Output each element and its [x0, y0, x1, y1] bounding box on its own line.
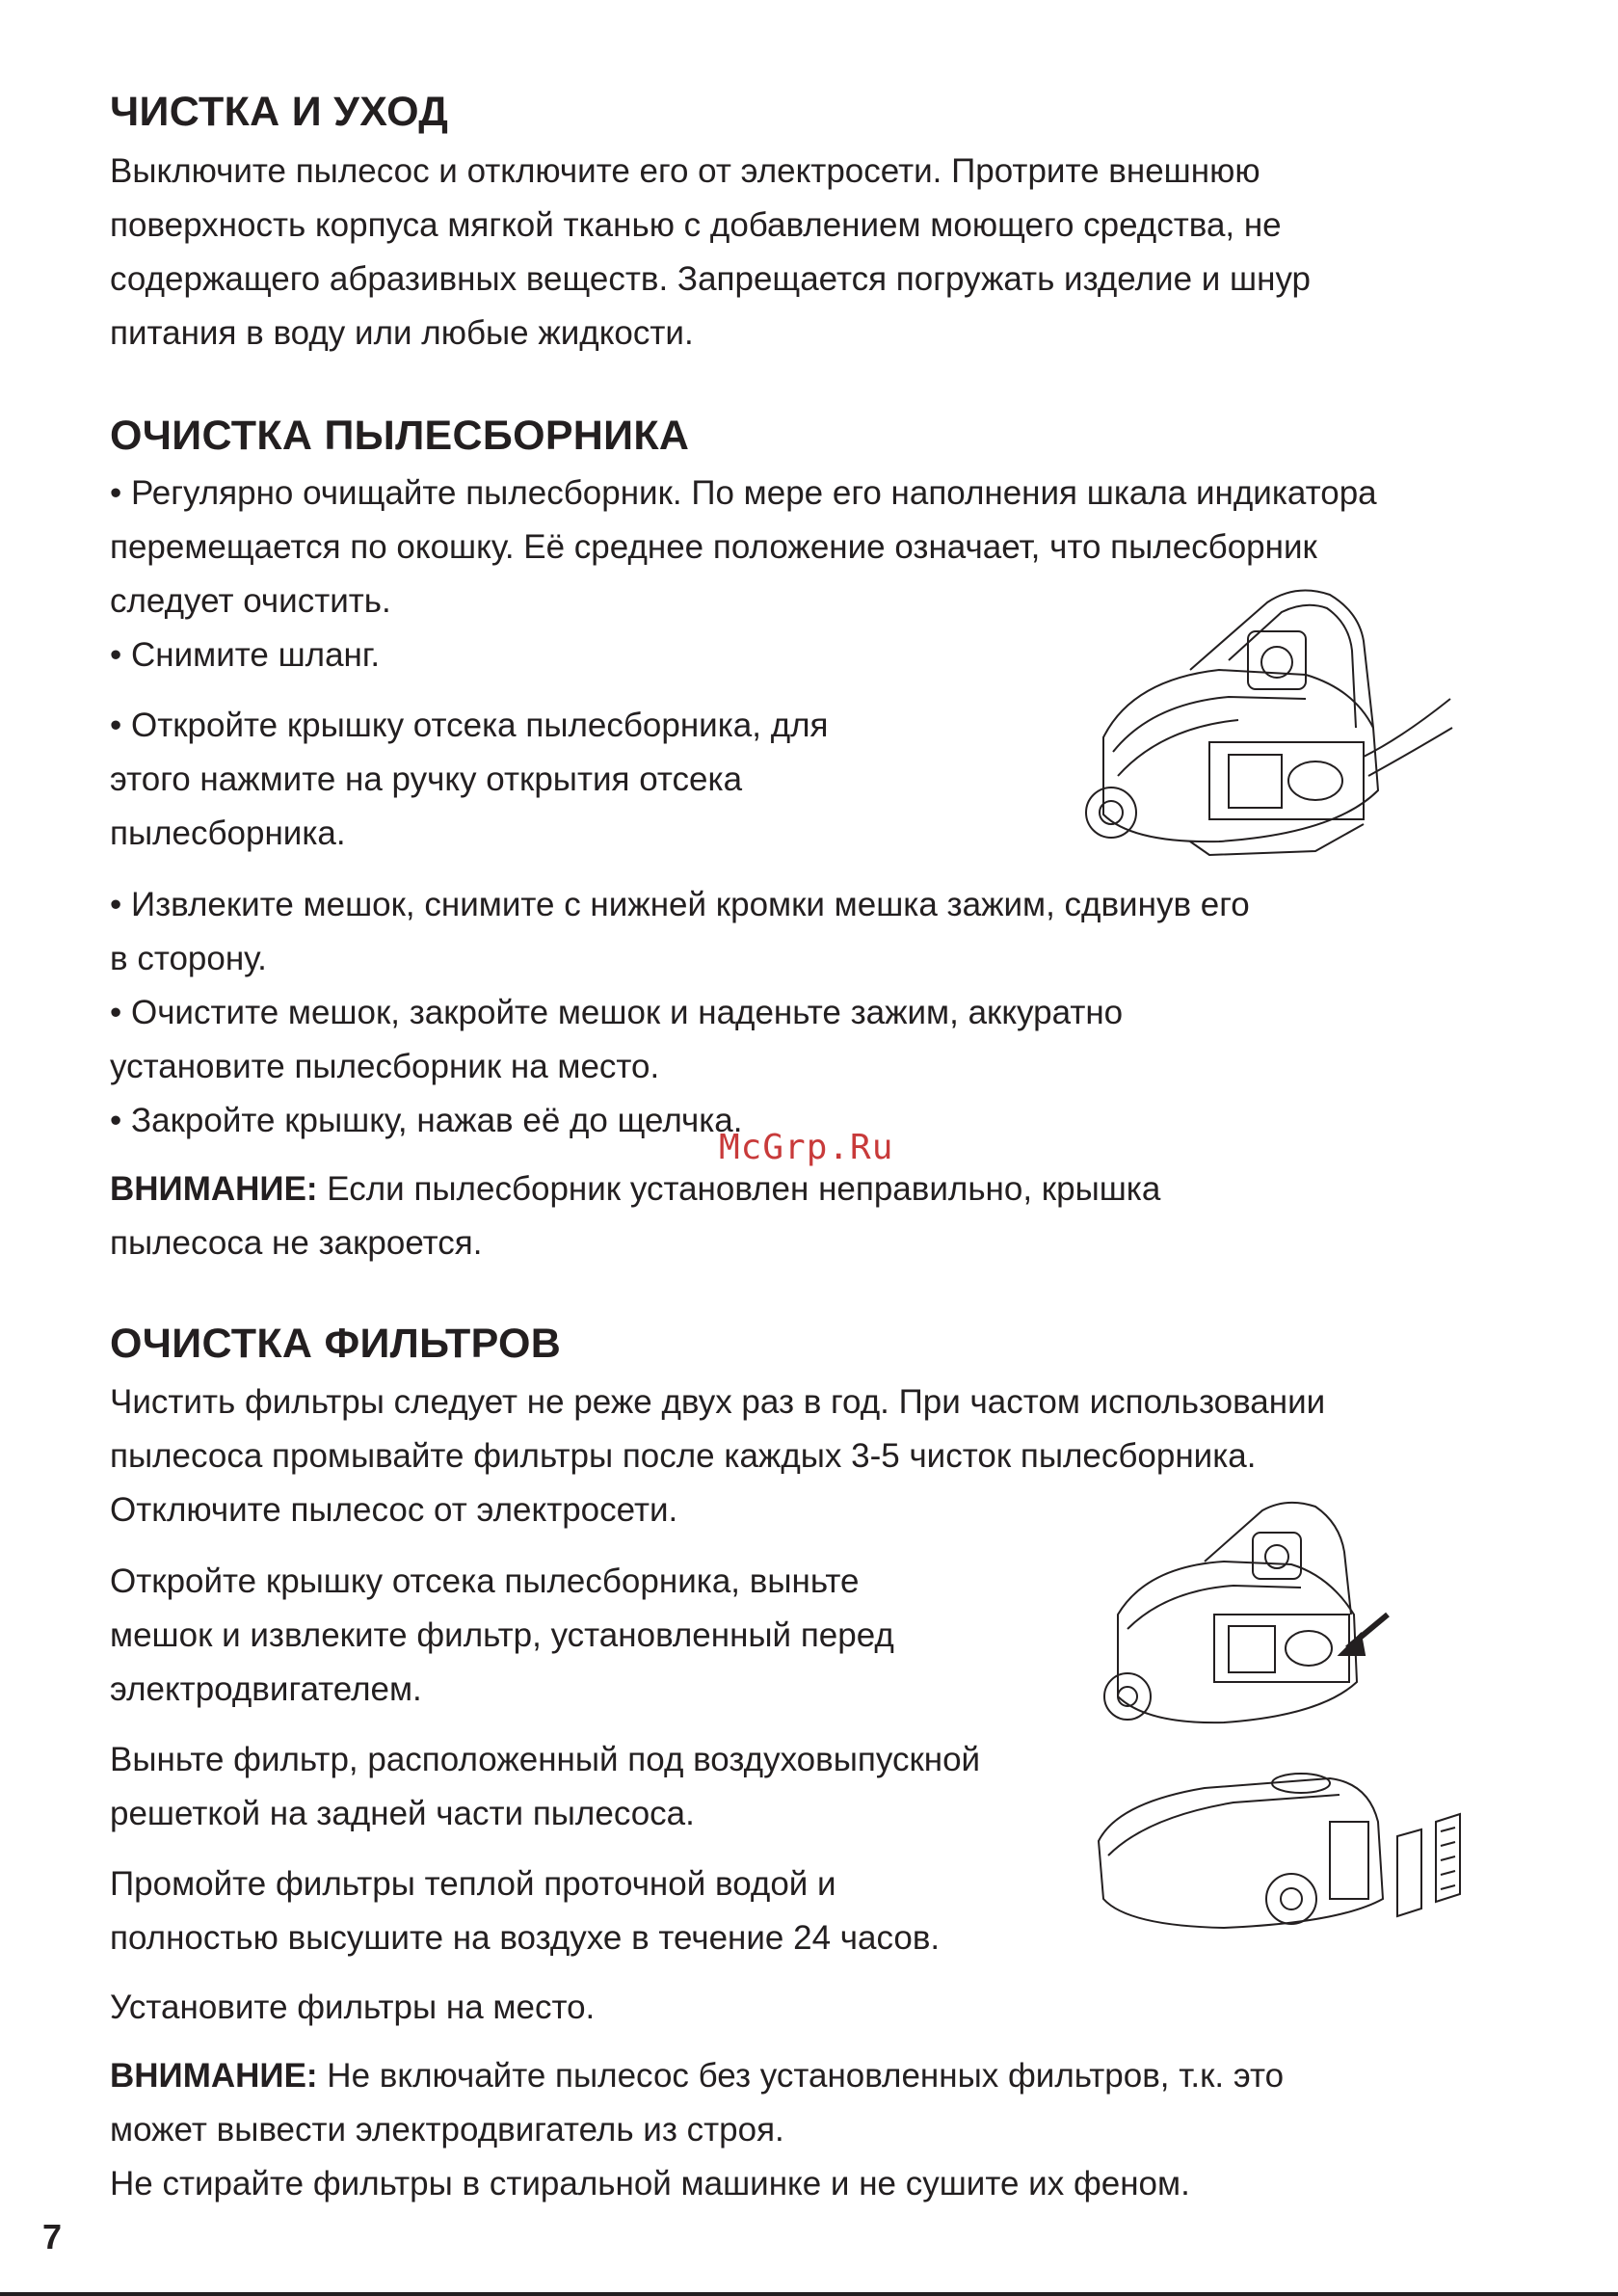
page-number: 7 — [42, 2217, 63, 2256]
filters-warning-continued: может вывести электродвигатель из строя. Не стирайте фильтры в стиральной машинке и не сушите их феном. — [110, 2111, 1190, 2203]
bottom-rule — [0, 2292, 1618, 2296]
dust-container-paragraph-3: • Извлеките мешок, снимите с нижней кромки мешка зажим, сдвинув его в сторону. • Очистите мешок, закройте мешок и наденьте зажим, аккуратно установите пылесборник на место. • Закройте крышку, нажав её до щелчка. — [110, 886, 1250, 1139]
warning-label: ВНИМАНИЕ: — [110, 1170, 318, 1208]
filters-paragraph-2: Откройте крышку отсека пылесборника, выньте мешок и извлеките фильтр, установленный перед электродвигателем. — [110, 1562, 894, 1708]
dust-container-warning — [110, 1162, 1160, 1216]
warning-label: ВНИМАНИЕ: — [110, 2057, 318, 2095]
filters-warning — [110, 2049, 1284, 2103]
filters-paragraph-1: Чистить фильтры следует не реже двух раз в год. При частом использовании пылесоса промывайте фильтры после каждых 3-5 чисток пылесборника. Отключите пылесос от электросети. — [110, 1383, 1326, 1529]
section-title-filters: ОЧИСТКА ФИЛЬТРОВ — [110, 1321, 562, 1367]
section-title-dust-container: ОЧИСТКА ПЫЛЕСБОРНИКА — [110, 413, 690, 459]
dust-container-warning-continued: пылесоса не закроется. — [110, 1224, 483, 1262]
warning-text: Не включайте пылесос без установленных фильтров, т.к. это — [317, 2057, 1285, 2095]
filters-paragraph-3: Выньте фильтр, расположенный под воздуховыпускной решеткой на задней части пылесоса. — [110, 1741, 981, 1832]
vacuum-open-lid-illustration — [1074, 583, 1460, 872]
vacuum-filter-arrow-illustration — [1099, 1499, 1407, 1749]
vacuum-filters-removed-illustration — [1089, 1764, 1474, 1937]
dust-container-paragraph-1: • Регулярно очищайте пылесборник. По мере его наполнения шкала индикатора перемещается по окошку. Её среднее положение означает, что пылесборник следует очистить. • Снимите шланг. — [110, 474, 1377, 674]
warning-text: Если пылесборник установлен неправильно, крышка — [317, 1170, 1161, 1208]
watermark: McGrp.Ru — [719, 1128, 894, 1167]
section-title-care: ЧИСТКА И УХОД — [110, 89, 449, 135]
filters-paragraph-4: Промойте фильтры теплой проточной водой и полностью высушите на воздухе в течение 24 часов. — [110, 1865, 941, 1957]
filters-paragraph-5: Установите фильтры на место. — [110, 1989, 596, 2026]
dust-container-paragraph-2: • Откройте крышку отсека пылесборника, для этого нажмите на ручку открытия отсека пылесборника. — [110, 707, 829, 852]
care-paragraph: Выключите пылесос и отключите его от электросети. Протрите внешнюю поверхность корпуса мягкой тканью с добавлением моющего средства, не содержащего абразивных веществ. Запрещается погружать изделие и шнур питания в воду или любые жидкости. — [110, 152, 1312, 352]
